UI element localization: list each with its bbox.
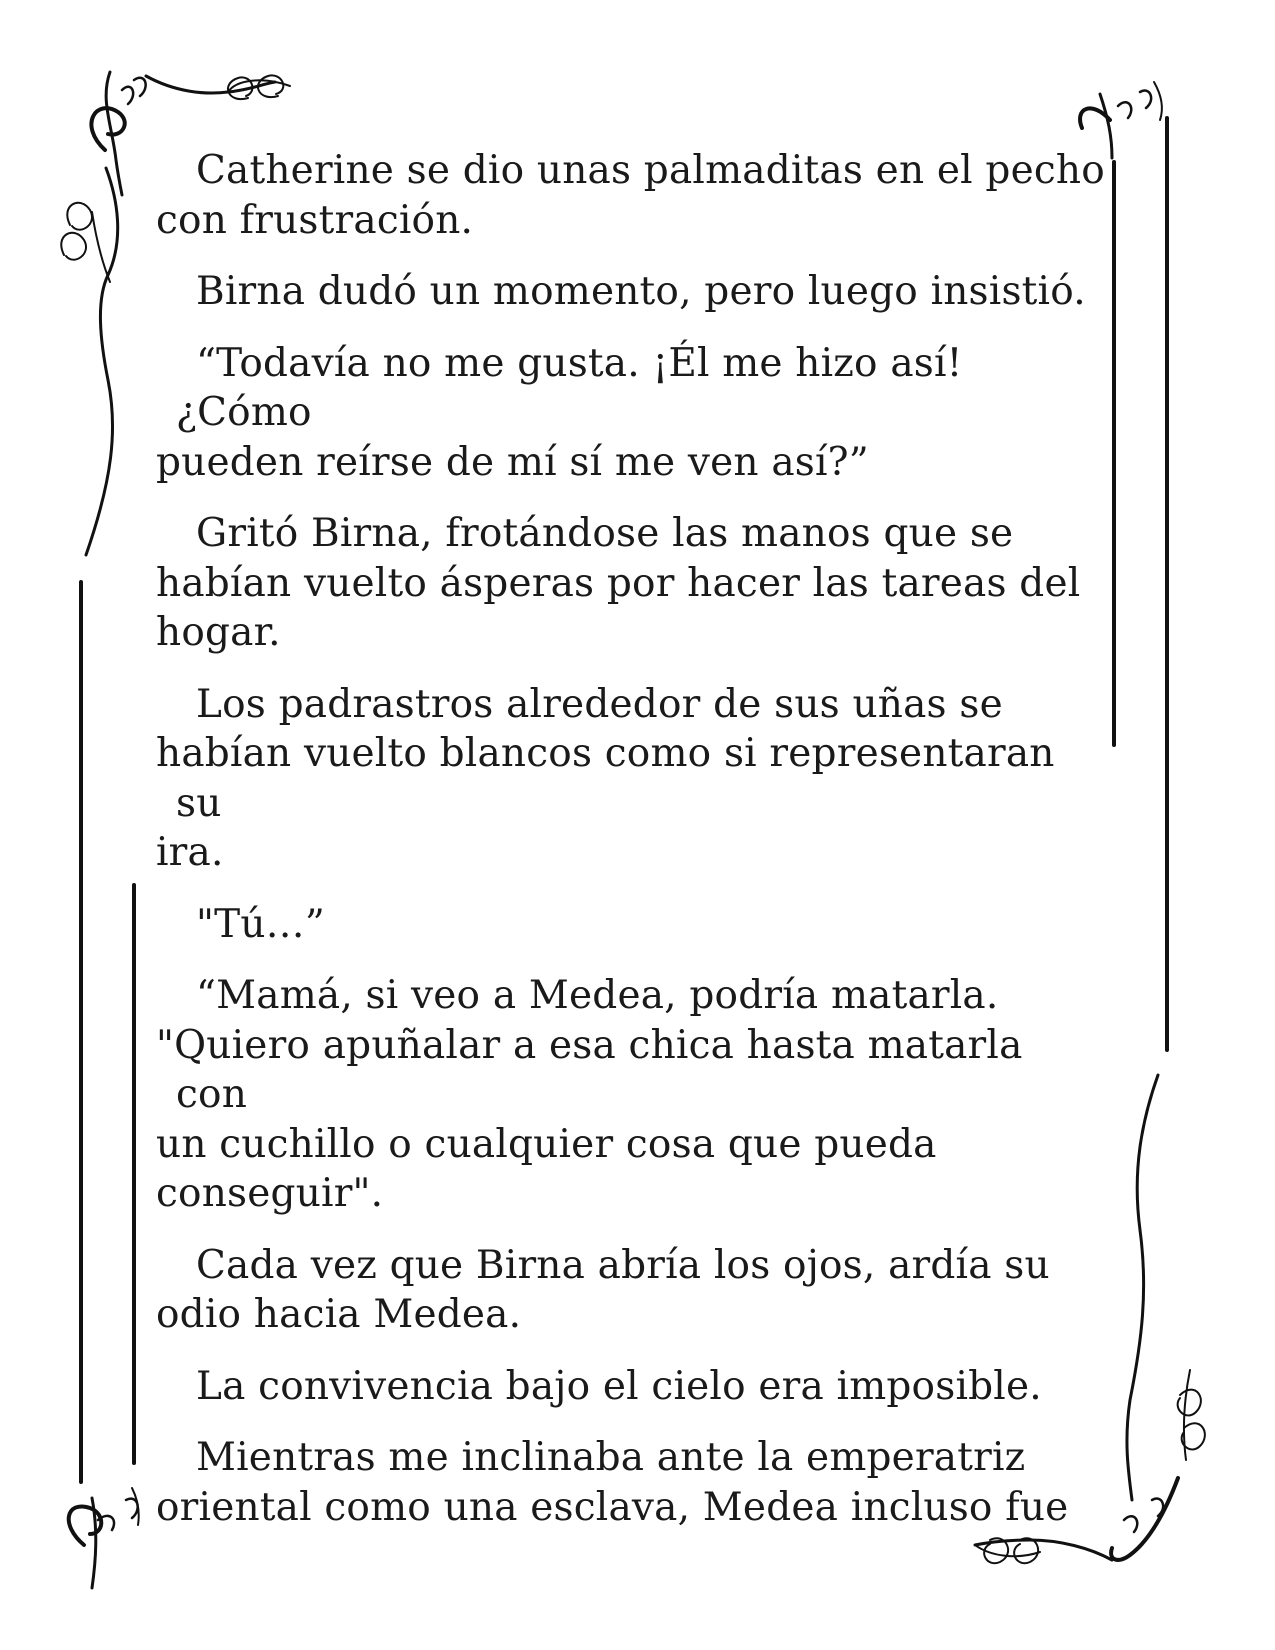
text-line: "Tú…”	[196, 901, 326, 947]
paragraph	[156, 971, 1106, 1219]
text-line: conseguir".	[156, 1171, 384, 1216]
text-line: Birna dudó un momento, pero luego insistió.	[196, 269, 1086, 314]
text-line: Catherine se dio unas palmaditas en el pecho	[196, 148, 1105, 193]
paragraph	[156, 1433, 1106, 1532]
paragraph	[176, 1362, 1106, 1412]
text-line: con frustración.	[156, 197, 474, 243]
text-line: Los padrastros alrededor de sus uñas se	[196, 681, 1003, 727]
bottom-left-flourish-ornament	[69, 1488, 139, 1588]
text-line: un cuchillo o cualquier cosa que pueda	[156, 1121, 937, 1167]
text-line: pueden reírse de mí sí me ven así?”	[156, 439, 869, 485]
paragraph	[176, 900, 1106, 950]
paragraph	[156, 146, 1106, 245]
text-line: oriental como una esclava, Medea incluso fue	[156, 1484, 1069, 1530]
text-line: habían vuelto ásperas por hacer las tareas del	[156, 560, 1081, 606]
text-line: “Todavía no me gusta. ¡Él me hizo así! ¿Cómo	[176, 340, 963, 435]
paragraph	[176, 267, 1106, 317]
text-line: hogar.	[156, 610, 281, 655]
story-text	[156, 146, 1106, 1554]
text-line: "Quiero apuñalar a esa chica hasta matarla con	[156, 1022, 1023, 1117]
text-line: “Mamá, si veo a Medea, podría matarla.	[196, 973, 999, 1018]
text-line: Cada vez que Birna abría los ojos, ardía su	[196, 1242, 1050, 1288]
paragraph	[156, 680, 1106, 878]
text-line: habían vuelto blancos como si representaran su	[156, 731, 1055, 826]
text-line: Mientras me inclinaba ante la emperatriz	[196, 1435, 1026, 1480]
paragraph	[156, 339, 1106, 488]
paragraph	[156, 1241, 1106, 1340]
text-line: ira.	[156, 830, 224, 875]
paragraph	[156, 509, 1106, 658]
text-line: Gritó Birna, frotándose las manos que se	[196, 511, 1014, 556]
text-line: La convivencia bajo el cielo era imposible.	[196, 1363, 1042, 1409]
text-line: odio hacia Medea.	[156, 1292, 522, 1337]
